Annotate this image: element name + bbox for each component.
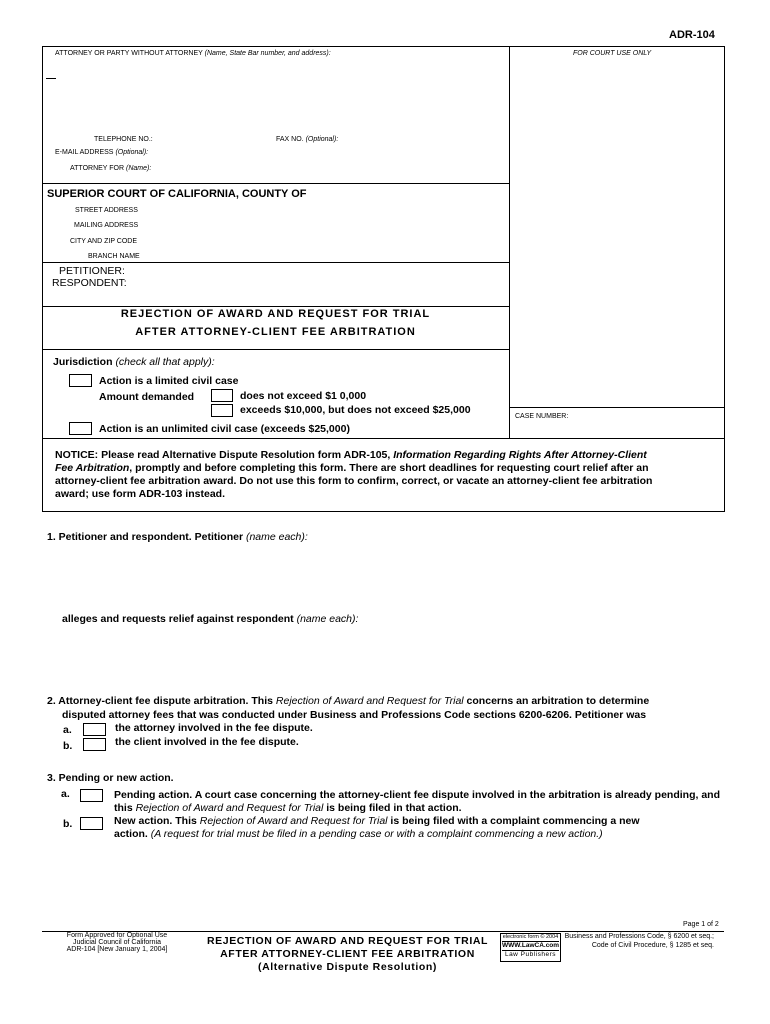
item1-heading: 1. Petitioner and respondent. Petitioner: [47, 531, 244, 543]
case-number-label: CASE NUMBER:: [515, 413, 569, 420]
county-field[interactable]: [305, 186, 505, 200]
city-zip-label: CITY AND ZIP CODE: [70, 238, 138, 245]
approval-line-2: Judicial Council of California: [73, 939, 161, 946]
item3b-letter: b.: [63, 818, 73, 830]
item3b-note: (A request for trial must be filed in a pending case or with a complaint commencing a new action.): [150, 828, 603, 840]
unlimited-civil-checkbox[interactable]: [69, 422, 92, 435]
notice-line-3: attorney-client fee arbitration award. Do not use this form to confirm, correct, or vacate an attorney-client fee arbitration: [55, 475, 653, 487]
not-exceed-10000-checkbox[interactable]: [211, 389, 233, 402]
court-use-divider: [509, 46, 510, 438]
item1-heading-hint: (name each):: [245, 531, 308, 543]
approval-line-1: Form Approved for Optional Use: [66, 932, 168, 939]
footer-title-line1: REJECTION OF AWARD AND REQUEST FOR TRIAL: [206, 935, 489, 947]
stamp-line-2: WWW.LawCA.com: [502, 942, 560, 949]
fax-optional: (Optional):: [305, 136, 339, 143]
item1-alleges-row: [62, 613, 358, 626]
item3b-line1-end: is being filed with a complaint commencing a new: [387, 815, 640, 827]
notice-ref-title-2: Fee Arbitration: [55, 462, 130, 474]
respondent-field[interactable]: [124, 277, 504, 290]
caption-right-border: [724, 46, 725, 511]
doc-title-line2: AFTER ATTORNEY-CLIENT FEE ARBITRATION: [135, 326, 416, 338]
item2b-text: the client involved in the fee dispute.: [115, 736, 299, 748]
code-citation-1: Business and Professions Code, § 6200 et seq.;: [564, 933, 714, 940]
item3a-letter: a.: [61, 788, 70, 800]
page-number: Page 1 of 2: [683, 921, 719, 928]
court-title: SUPERIOR COURT OF CALIFORNIA, COUNTY OF: [47, 188, 307, 200]
stamp-line-3: Law Publishers: [504, 951, 557, 958]
publisher-stamp: [500, 933, 561, 962]
code-citation-2: Code of Civil Procedure, § 1285 et seq.: [591, 942, 714, 949]
item3a-doc-ref: Rejection of Award and Request for Trial: [135, 802, 324, 814]
item3a-line1: Pending action. A court case concerning the attorney-client fee dispute involved in the arbitration is already pending, and: [114, 789, 720, 801]
limited-civil-label: Action is a limited civil case: [99, 375, 239, 387]
email-optional: (Optional):: [115, 149, 149, 156]
pending-action-checkbox[interactable]: [80, 789, 103, 802]
item3b-line1: [114, 815, 640, 828]
attorney-for-label: ATTORNEY FOR: [70, 165, 125, 172]
attorney-label-row: [55, 50, 331, 58]
petitioner-field[interactable]: [124, 264, 504, 277]
caption-bottom-border: [42, 511, 725, 512]
doc-title-line1: REJECTION OF AWARD AND REQUEST FOR TRIAL: [120, 308, 431, 320]
form-number: ADR-104: [669, 29, 715, 41]
item2-heading: 2. Attorney-client fee dispute arbitration. This: [47, 695, 276, 707]
item3a-line2-start: this: [114, 802, 136, 814]
attorney-address-field[interactable]: [56, 62, 504, 132]
jurisdiction-label-row: [53, 356, 215, 369]
caption-left-border: [42, 46, 43, 511]
item2-line1: [47, 695, 649, 708]
notice-line-2: [55, 462, 715, 475]
item2-heading-cont: concerns an arbitration to determine: [463, 695, 650, 707]
fax-label: FAX NO.: [276, 136, 304, 143]
mailing-address-label: MAILING ADDRESS: [74, 222, 139, 229]
unlimited-civil-label: Action is an unlimited civil case (exceeds $25,000): [99, 423, 350, 435]
case-number-field[interactable]: [513, 422, 720, 436]
court-section-divider: [42, 262, 509, 263]
notice-text-1: NOTICE: Please read Alternative Dispute Resolution form ADR-105,: [55, 449, 394, 461]
email-field[interactable]: [122, 146, 502, 158]
item3b-line1-start: New action. This: [114, 815, 200, 827]
attorney-for-hint: (Name):: [126, 165, 152, 172]
item3a-line2: [114, 802, 462, 815]
item2-line2: disputed attorney fees that was conducted under Business and Professions Code sections 6200-6206. Petitioner was: [62, 709, 647, 721]
item2a-letter: a.: [63, 724, 72, 736]
attorney-address-mark: [46, 78, 56, 79]
item2a-text: the attorney involved in the fee dispute.: [115, 722, 313, 734]
city-zip-field[interactable]: [145, 235, 505, 247]
street-address-field[interactable]: [145, 204, 505, 216]
branch-name-label: BRANCH NAME: [88, 253, 140, 260]
attorney-for-field[interactable]: [126, 162, 502, 174]
item1-heading-row: [47, 531, 308, 544]
item1-alleges-hint: (name each):: [296, 613, 359, 625]
attorney-label-hint: (Name, State Bar number, and address):: [204, 50, 331, 57]
footer-title-block: [195, 935, 500, 974]
case-number-divider: [509, 407, 724, 408]
petitioner-label: PETITIONER:: [59, 265, 125, 277]
notice-line-4: award; use form ADR-103 instead.: [55, 488, 225, 500]
jurisdiction-label: Jurisdiction: [53, 356, 113, 368]
amount-demanded-label: Amount demanded: [99, 391, 195, 403]
approval-block: [42, 932, 192, 953]
exceeds-10000-checkbox[interactable]: [211, 404, 233, 417]
stamp-line-1: electronic form © 2004: [502, 934, 559, 940]
court-use-label: FOR COURT USE ONLY: [573, 50, 652, 57]
approval-line-3: ADR-104 [New January 1, 2004]: [66, 946, 168, 953]
footer-title-line3: (Alternative Dispute Resolution): [257, 961, 438, 973]
fax-label-row: [276, 136, 338, 144]
item3a-line2-end: is being filed in that action.: [323, 802, 462, 814]
not-exceed-10000-label: does not exceed $1 0,000: [240, 390, 367, 402]
notice-block: [55, 449, 715, 501]
attorney-checkbox[interactable]: [83, 723, 106, 736]
branch-name-field[interactable]: [145, 250, 505, 262]
respondent-label: RESPONDENT:: [52, 277, 127, 289]
item1-alleges: alleges and requests relief against respondent: [62, 613, 294, 625]
petitioner-names-field[interactable]: [62, 547, 712, 607]
attorney-section-divider: [42, 183, 509, 184]
limited-civil-checkbox[interactable]: [69, 374, 92, 387]
respondent-names-field[interactable]: [62, 629, 712, 689]
attorney-label: ATTORNEY OR PARTY WITHOUT ATTORNEY: [55, 50, 203, 57]
item3-heading: 3. Pending or new action.: [47, 772, 174, 784]
email-label: E-MAIL ADDRESS: [55, 149, 114, 156]
caption-top-border: [42, 46, 724, 47]
item3b-line2-start: action.: [114, 828, 151, 840]
parties-section-divider: [42, 306, 509, 307]
jurisdiction-hint: (check all that apply):: [115, 356, 215, 368]
item3b-line2: [114, 828, 603, 841]
notice-ref-title-1: Information Regarding Rights After Attorney-Client: [393, 449, 647, 461]
telephone-field[interactable]: [156, 133, 271, 145]
notice-line-1: [55, 449, 715, 462]
mailing-address-field[interactable]: [145, 219, 505, 231]
item2-doc-ref: Rejection of Award and Request for Trial: [275, 695, 464, 707]
fax-field[interactable]: [340, 133, 500, 145]
notice-text-2: , promptly and before completing this form. There are short deadlines for requesting court relief after an: [129, 462, 649, 474]
title-section-divider: [42, 349, 509, 350]
item3b-doc-ref: Rejection of Award and Request for Trial: [199, 815, 388, 827]
code-citation-block: [562, 932, 714, 950]
exceeds-10000-label: exceeds $10,000, but does not exceed $25,000: [240, 404, 471, 416]
notice-divider: [42, 438, 724, 439]
item2b-letter: b.: [63, 740, 73, 752]
telephone-label: TELEPHONE NO.:: [94, 136, 153, 143]
street-address-label: STREET ADDRESS: [75, 207, 138, 214]
client-checkbox[interactable]: [83, 738, 106, 751]
new-action-checkbox[interactable]: [80, 817, 103, 830]
footer-title-line2: AFTER ATTORNEY-CLIENT FEE ARBITRATION: [220, 948, 475, 960]
